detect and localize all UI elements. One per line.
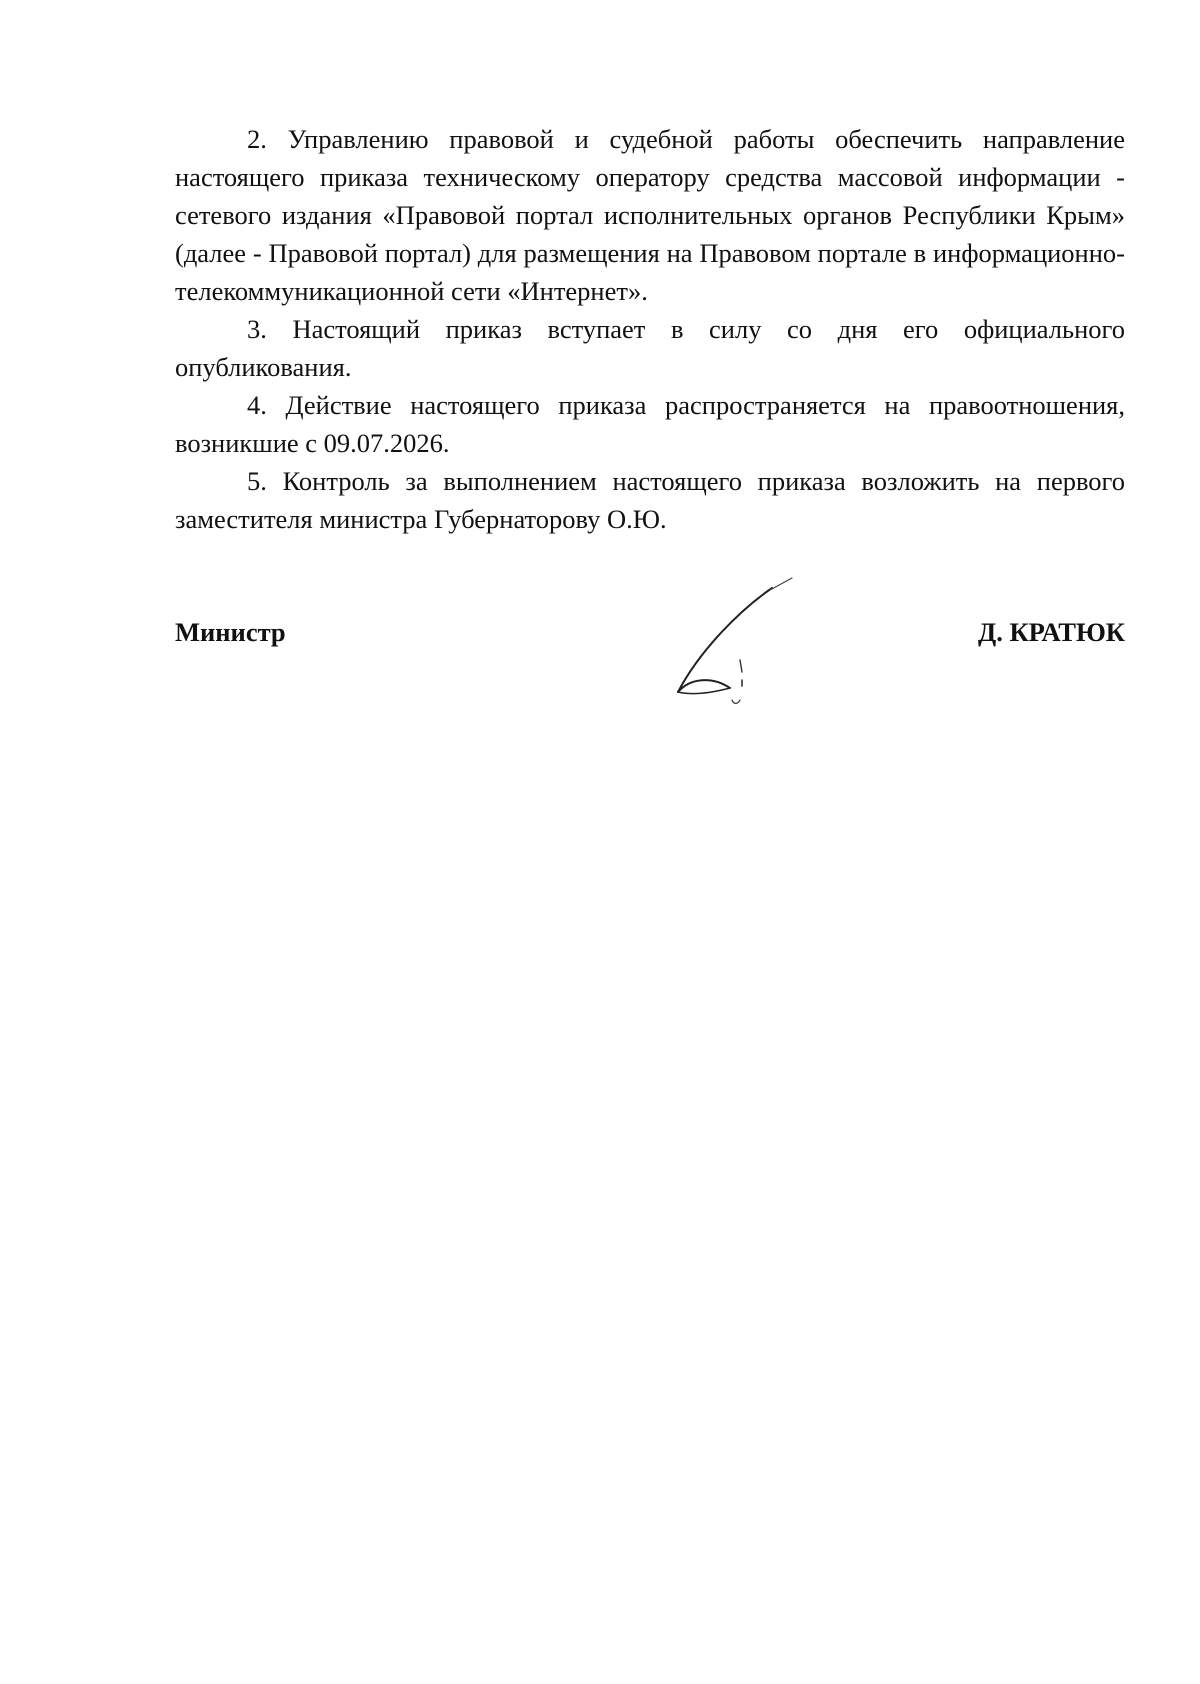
signature-block bbox=[175, 612, 1125, 652]
paragraph-4: 4. Действие настоящего приказа распространяется на правоотношения, возникшие с 09.07.2026. bbox=[175, 390, 1125, 458]
paragraph-2: 2. Управлению правовой и судебной работы обеспечить направление настоящего приказа техническому оператору средства массовой информации - сетевого издания «Правовой портал исполнительных органов Республики Крым» (далее - Правовой портал) для размещения на Правовом портале в информационно-телекоммуникационной сети «Интернет». bbox=[175, 124, 1125, 306]
signatory-title: Министр bbox=[175, 617, 286, 647]
handwritten-signature bbox=[660, 560, 800, 720]
paragraph-3: 3. Настоящий приказ вступает в силу со дня его официального опубликования. bbox=[175, 314, 1125, 382]
document-body bbox=[175, 120, 1125, 538]
signatory-name: Д. КРАТЮК bbox=[977, 617, 1125, 647]
paragraph-5: 5. Контроль за выполнением настоящего приказа возложить на первого заместителя министра Губернаторову О.Ю. bbox=[175, 466, 1125, 534]
